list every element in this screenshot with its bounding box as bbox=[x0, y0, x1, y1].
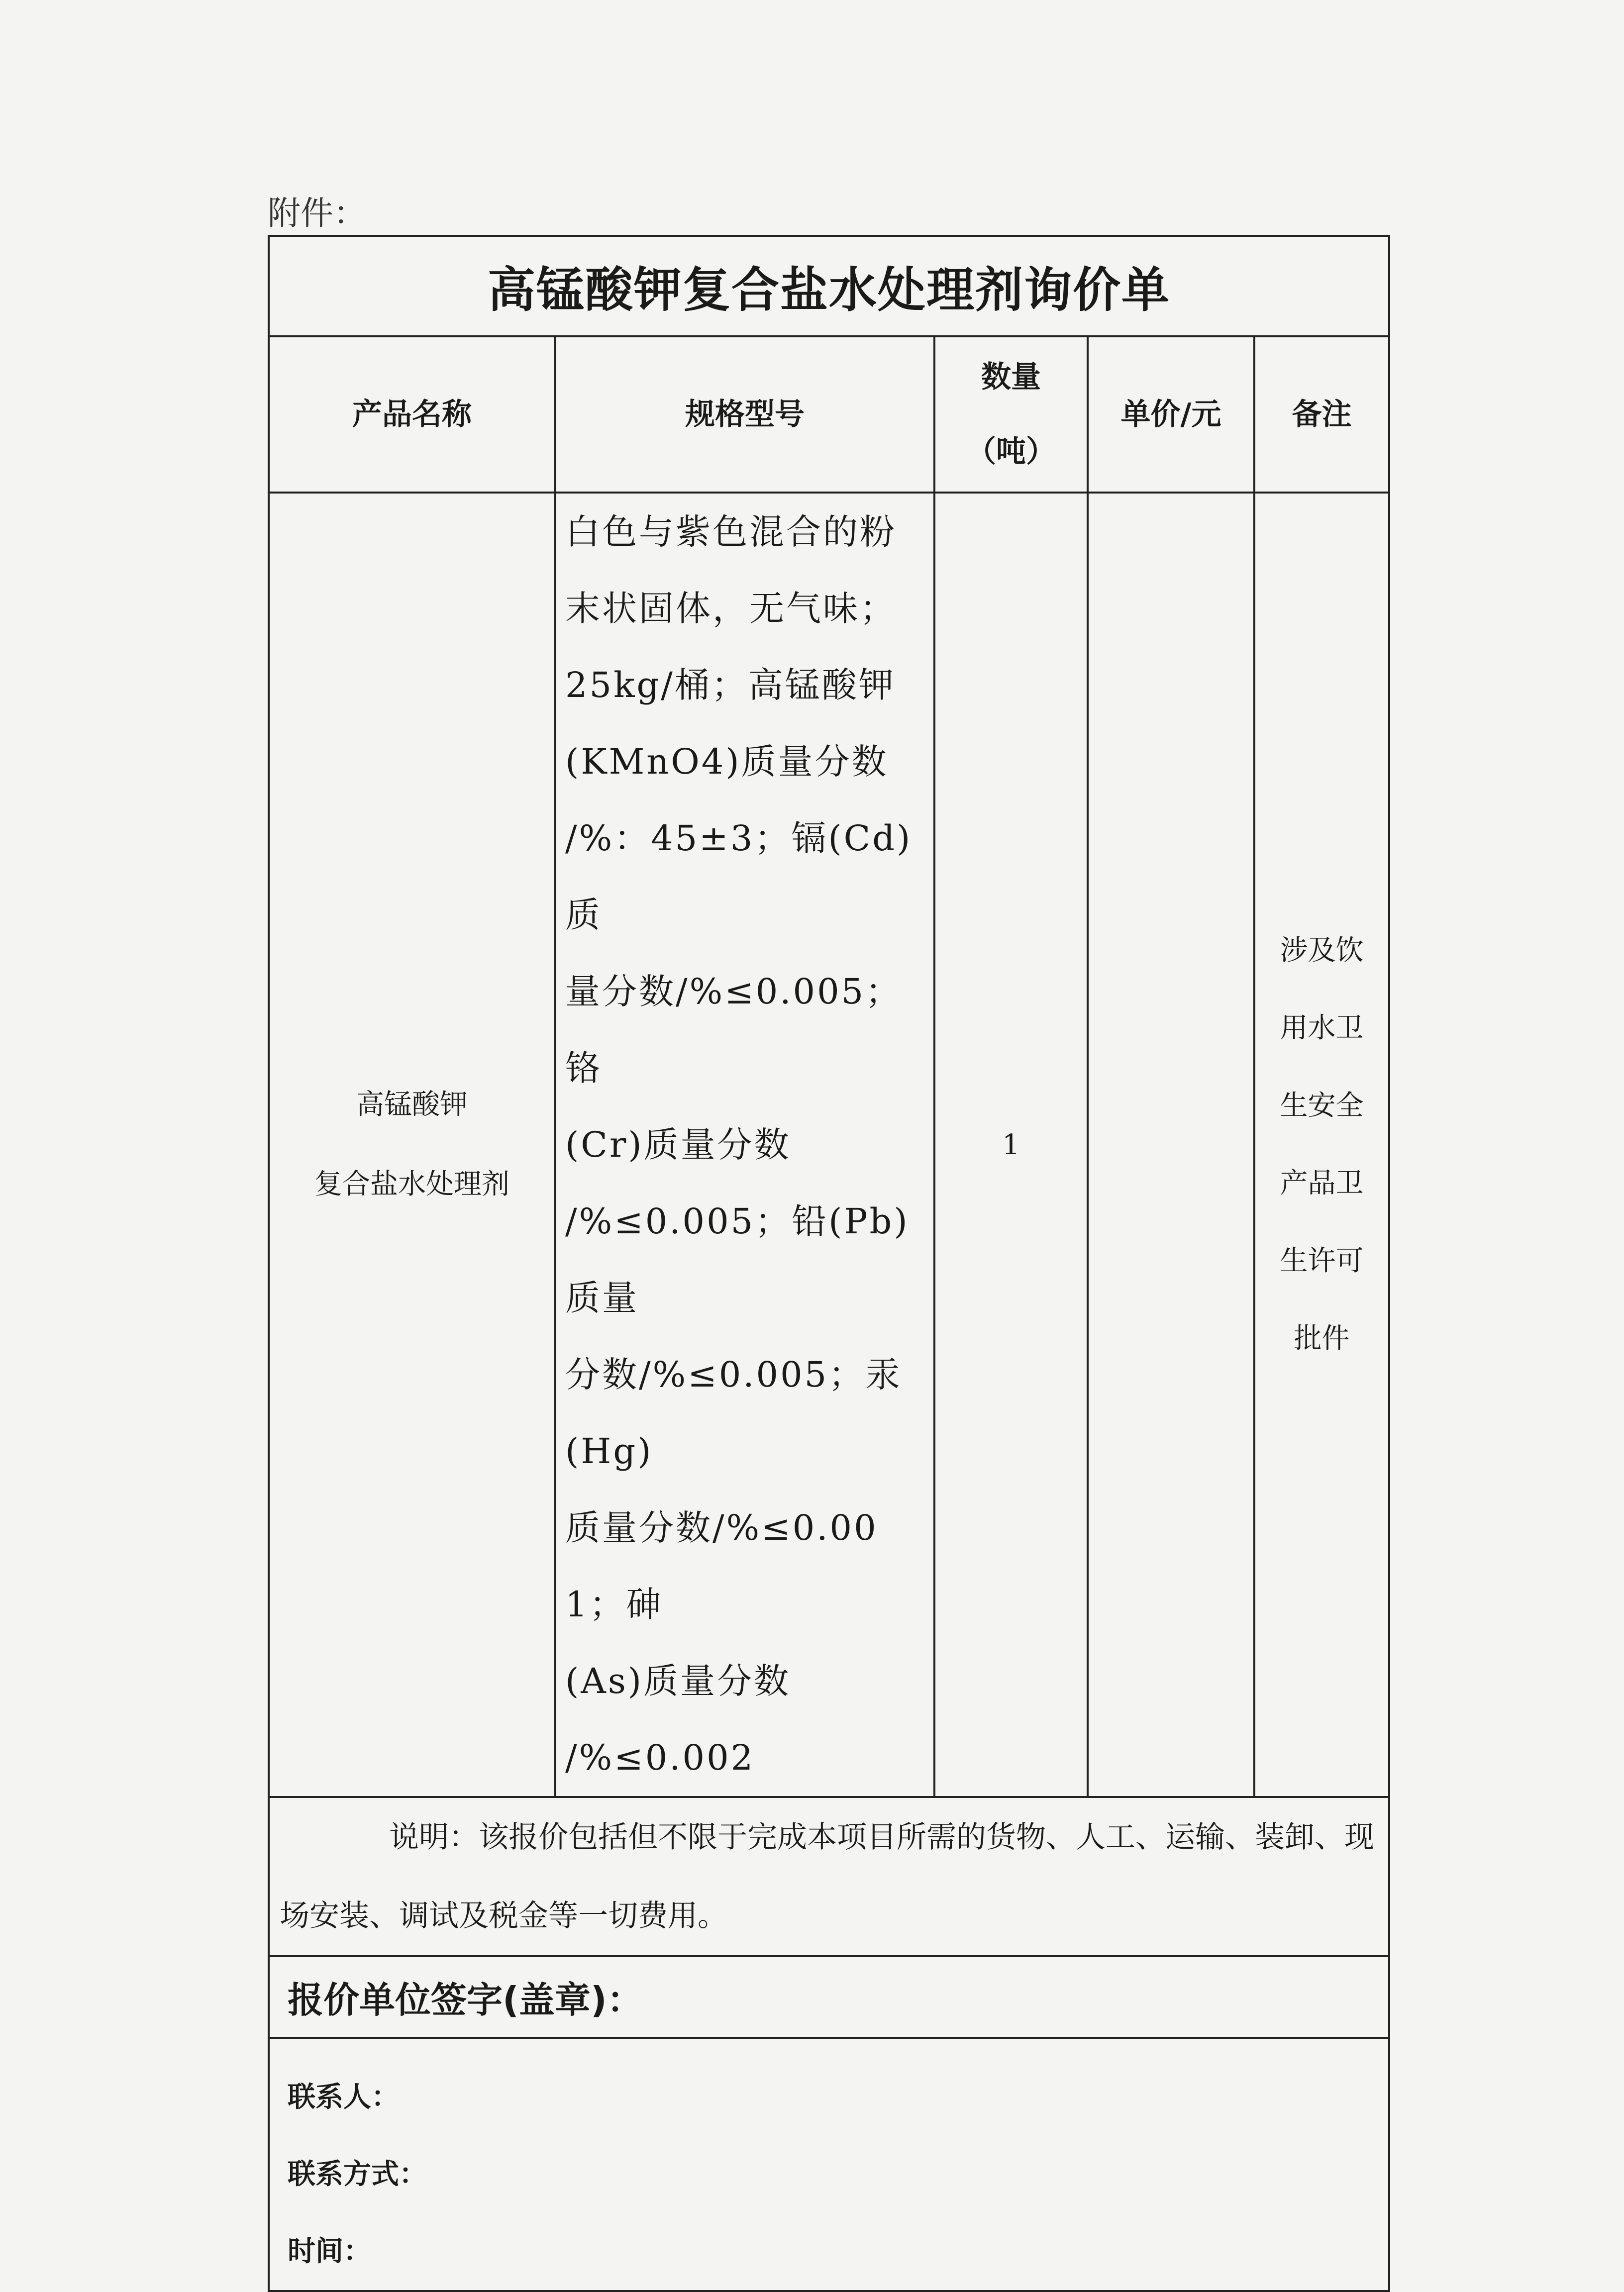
spec-line: 白色与紫色混合的粉 bbox=[565, 511, 897, 552]
signature-title: 报价单位签字(盖章)： bbox=[269, 1956, 1389, 2038]
remark-cell bbox=[1254, 493, 1389, 1797]
quantity-cell: 1 bbox=[934, 493, 1088, 1797]
remark-line: 生许可 bbox=[1280, 1245, 1364, 1277]
spec-line: 量分数/%≤0.005；铬 bbox=[565, 971, 903, 1089]
spec-line: (Cr)质量分数 bbox=[565, 1124, 791, 1165]
product-name-line: 复合盐水处理剂 bbox=[314, 1168, 509, 1200]
spec-line: 分数/%≤0.005；汞(Hg) bbox=[565, 1354, 903, 1472]
remark-line: 用水卫 bbox=[1280, 1012, 1364, 1044]
spec-line: 25kg/桶；高锰酸钾 bbox=[565, 665, 896, 705]
remark-line: 涉及饮 bbox=[1280, 934, 1364, 967]
header-quantity bbox=[934, 336, 1088, 493]
header-product-name: 产品名称 bbox=[269, 336, 555, 493]
contact-method-label: 联系方式： bbox=[288, 2158, 427, 2191]
spec-line: 末状固体，无气味； bbox=[565, 588, 897, 629]
note-cell: 说明：该报价包括但不限于完成本项目所需的货物、人工、运输、装卸、现场安装、调试及税金等一切费用。 bbox=[269, 1797, 1389, 1956]
spec-line: /%≤0.005；铅(Pb)质量 bbox=[565, 1201, 910, 1318]
time-label: 时间： bbox=[288, 2235, 371, 2268]
attachment-label: 附件： bbox=[268, 194, 366, 232]
product-name-cell bbox=[269, 493, 555, 1797]
form-title: 高锰酸钾复合盐水处理剂询价单 bbox=[269, 236, 1389, 336]
header-quantity-label: 数量 bbox=[981, 360, 1041, 395]
spec-line: 质量分数/%≤0.001；砷 bbox=[565, 1507, 878, 1625]
unit-price-cell[interactable] bbox=[1088, 493, 1254, 1797]
product-name-line: 高锰酸钾 bbox=[356, 1089, 468, 1121]
table-row bbox=[269, 493, 1389, 1797]
remark-line: 生安全 bbox=[1280, 1090, 1364, 1122]
header-quantity-unit: （吨） bbox=[966, 434, 1056, 469]
inquiry-form-table bbox=[268, 235, 1390, 2292]
spec-line: /%≤0.002 bbox=[565, 1737, 755, 1778]
spec-line: (KMnO4)质量分数 bbox=[565, 741, 889, 782]
contact-person-label: 联系人： bbox=[288, 2081, 399, 2113]
spec-line: /%：45±3；镉(Cd)质 bbox=[565, 818, 913, 935]
header-spec: 规格型号 bbox=[555, 336, 934, 493]
remark-line: 批件 bbox=[1294, 1322, 1350, 1355]
header-unit-price: 单价/元 bbox=[1088, 336, 1254, 493]
contact-section bbox=[269, 2038, 1389, 2291]
spec-line: (As)质量分数 bbox=[565, 1661, 791, 1701]
header-remark: 备注 bbox=[1254, 336, 1389, 493]
remark-line: 产品卫 bbox=[1280, 1167, 1364, 1199]
spec-cell bbox=[555, 493, 934, 1797]
